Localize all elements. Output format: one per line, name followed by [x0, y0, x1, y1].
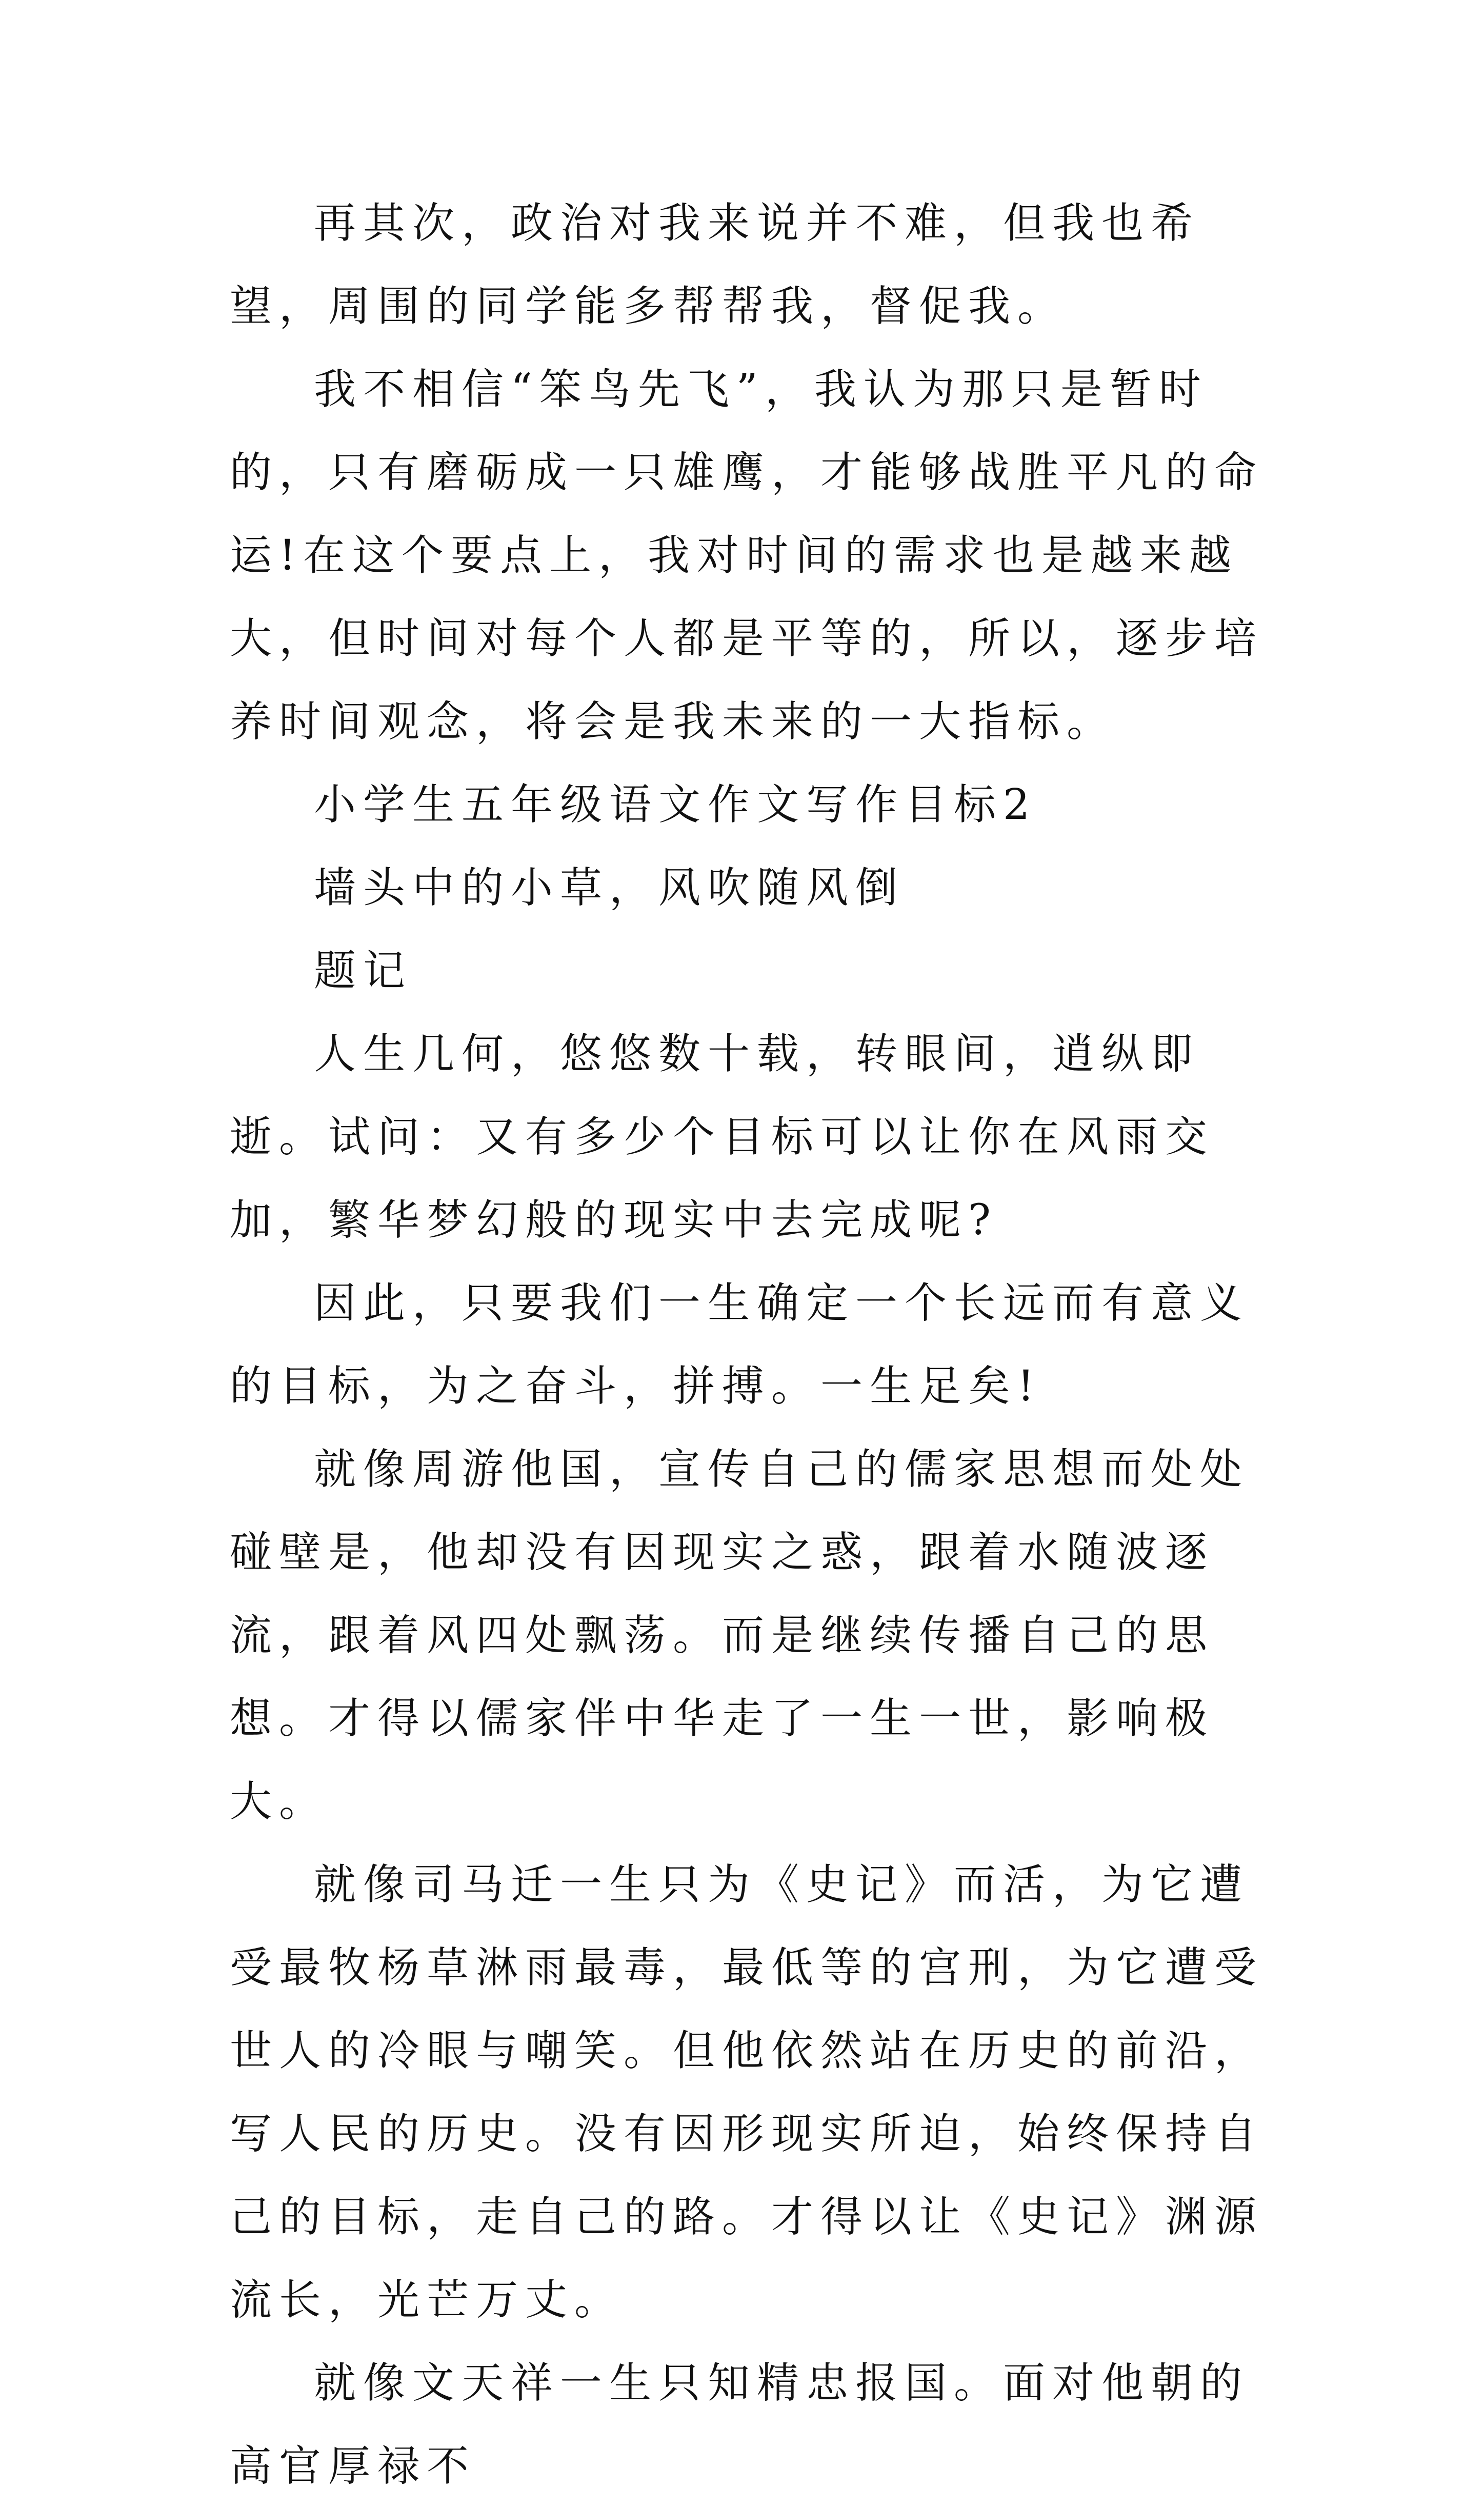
paragraph-3-title: 小学生五年级语文作文写作目标2 — [314, 780, 1037, 829]
document-body — [230, 182, 1282, 2508]
paragraph-4-subtitle: 墙头中的小草，风吹随风倒 — [314, 864, 905, 912]
paragraph-7: 因此，只要我们一生确定一个长远而有意义的目标，为之奋斗，拼搏。一生足矣! — [230, 1279, 1250, 1411]
paragraph-9: 就像司马迁一生只为《史记》而活，为它遭受最牧杨草淋雨最毒，最低等的宫刑，为它遭受世人的冷眼与嘲笑。但他依然站在历史的前沿，写人民的历史。没有因形现实所迫，始终保持自己的目标，走自己的路。才得以让《史记》渊源流长，光芒万丈。 — [230, 1860, 1264, 2324]
paragraph-10: 就像文天祥一生只知精忠报国。面对他朝的高官厚禄不 — [230, 2359, 1250, 2491]
paragraph-5-epigraph-label: 题记 — [314, 947, 413, 995]
paragraph-1: 再其次，政治对我来说并不难，但我也希望，周围的同学能多帮帮我，督促我。 — [230, 199, 1200, 331]
paragraph-2: 我不相信“笨鸟先飞”，我认为那只是暂时的，只有磨砺成一只雄鹰，才能够战胜平凡的命运!在这个要点上，我对时间的需求也是越来越大，但时间对每个人都是平等的，所以，逐步培养时间观念，将会是我未来的一大指标。 — [230, 365, 1264, 746]
paragraph-8: 就像周游他国，宣传自己的儒家思想而处处碰壁是，他却没有因现实之惑，跟着水随波逐流，跟着风四处飘荡。而是继续传播自己的思想。才得以儒家伴中华走了一生一世，影响极大。 — [230, 1445, 1250, 1826]
paragraph-6: 人生几何，悠悠数十载，转眼间，逍纵即逝。试问：又有多少个目标可以让你在风雨交加，繁华梦幻般的现实中去完成呢? — [230, 1030, 1215, 1245]
